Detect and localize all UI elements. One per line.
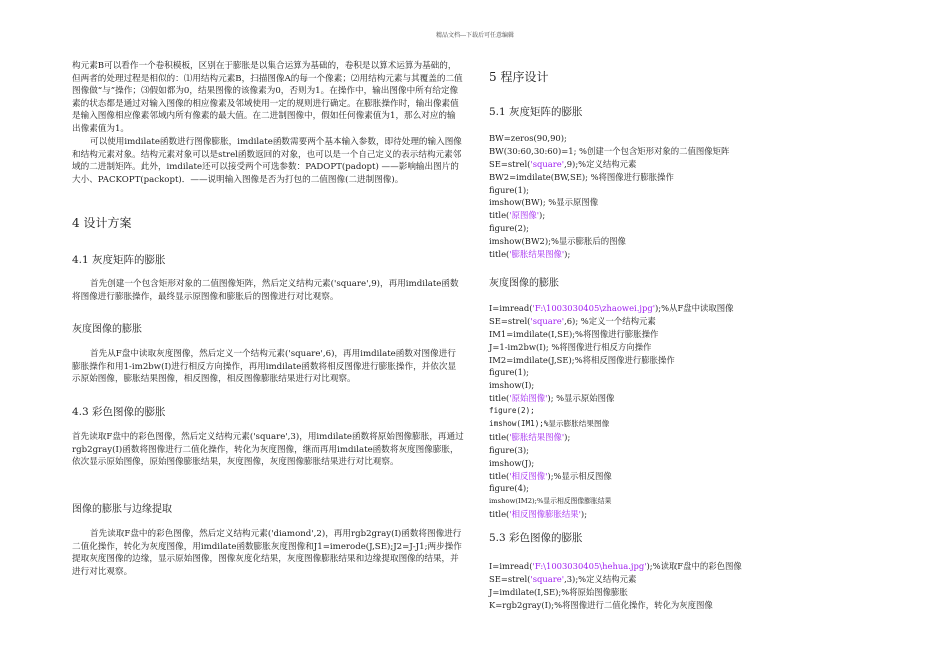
code-string-literal: '原图像' [509,210,540,221]
code-line [489,235,729,248]
section-5-1-heading: 5.1 灰度矩阵的膨胀 [489,106,583,118]
code-text: BW=zeros(90,90); [489,133,567,143]
code-line [489,599,742,612]
code-text: IM1=imdilate(I,SE);%将图像进行膨胀操作 [489,328,659,339]
code-text: ); [539,210,546,221]
section-5-3-heading: 5.3 彩色图像的膨胀 [489,532,583,544]
code-line [489,302,734,315]
gray-dilation-paragraph: 首先从F盘中读取灰度图像，然后定义一个结构元素('square',6)，再用imdilate函数对图像进行膨胀操作和用1-im2bw(I)进行相反方向操作，再用imdilate函数将相反图像进行膨胀操作，并依次显示原始图像，膨胀结果图像，相反图像，相反图像膨胀结果进行对比观察。 [72,349,457,385]
code-string-literal: '相反图像' [509,470,548,481]
code-line [489,158,729,171]
code-string-literal: 'square' [530,158,565,169]
code-text: ); [564,431,571,442]
code-text: title( [489,470,510,481]
intro-paragraph: 构元素B可以看作一个卷积模板，区别在于膨胀是以集合运算为基础的，卷积是以算术运算为基础的，但两者的处理过程是相似的：⑴用结构元素B，扫描图像A的每一个像素；⑵用结构元素与其覆盖的二值图像做“与”操作；⑶假如都为0，结果图像的该像素为0，否则为1。在操作中，输出图像中所有给定像素的状态都是通过对输入图像的相应像素及邻域使用一定的规则进行确定。在膨胀操作时，输出像素值是输入图像相应像素邻域内所有像素的最大值。在二进制图像中，假如任何像素值为1，那么对应的输出像素值为1。 [72,61,463,134]
code-line [489,444,734,457]
code-text: title( [489,393,510,404]
code-text: I=imread( [489,303,533,313]
code-text: ); %显示原始图像 [547,393,615,404]
code-text: title( [489,210,510,221]
code-text: SE=strel( [489,315,531,326]
code-text: imshow(J); [489,457,535,468]
code-text: I=imread( [489,561,533,571]
code-line [489,328,734,341]
code-line [489,341,734,354]
code-line [489,457,734,470]
code-string-literal: 'square' [530,573,565,584]
code-string-literal: '膨胀结果图像' [509,431,565,442]
code-text: imshow(BW2);%显示膨胀后的图像 [489,236,626,247]
code-line [489,495,734,508]
code-text: imshow(IM2);%显示相反图像膨胀结果 [489,497,612,506]
code-string-literal: 'F:\1003030405\hehua.jpg' [532,561,647,571]
edge-extraction-heading: 图像的膨胀与边缘提取 [72,504,172,515]
code-text: figure(2); [489,223,529,234]
gray-dilation-heading: 灰度图像的膨胀 [72,324,142,335]
code-line [489,171,729,184]
code-line [489,196,729,209]
code-line [489,315,734,328]
page-header-note: 精品文档---下载后可任意编辑 [435,32,515,39]
code-text: figure(4); [489,483,529,494]
code-text: imshow(I); [489,380,535,391]
edge-extraction-paragraph: 首先读取F盘中的彩色图像，然后定义结构元素('diamond',2)，再用rgb2gray(I)函数将图像进行二值化操作，转化为灰度图像，用imdilate函数膨胀灰度图像和J1=imerode(J,SE);J2=J-J1;两步操作提取灰度图像的边缘，显示原始图像，图像灰度化结果，灰度图像膨胀结果和边缘提取图像的结果，并进行对比观察。 [72,529,462,577]
code-text: SE=strel( [489,573,531,584]
code-block-5-1 [489,132,729,261]
section-4-3-paragraph: 首先读取F盘中的彩色图像，然后定义结构元素('square',3)，用imdilate函数将原始图像膨胀，再通过rgb2gray(I)函数将图像进行二值化操作，转化为灰度图像，继而再用imdilate函数将灰度图像膨胀，依次显示原始图像，原始图像膨胀结果，灰度图像，灰度图像膨胀结果进行对比观察。 [72,432,464,468]
code-line [489,482,734,495]
code-text: BW2=imdilate(BW,SE); %将图像进行膨胀操作 [489,171,674,182]
code-line [489,209,729,222]
code-line [489,470,734,483]
imdilate-paragraph: 可以使用imdilate函数进行图像膨胀，imdilate函数需要两个基本输入参数，即待处理的输入图像和结构元素对象。结构元素对象可以是strel函数返回的对象，也可以是一个自己定义的表示结构元素邻域的二进制矩阵。此外，imdilate还可以接受两个可选参数：PADOPT(padopt) ——影响输出图片的大小、PACKOPT(packopt)．——说明输入图像是否为打包的二值图像(二进制图像)。 [72,137,462,185]
code-text: figure(3); [489,444,529,455]
code-text: SE=strel( [489,158,531,169]
code-line [489,392,734,405]
code-line [489,560,742,573]
code-text: title( [489,509,510,520]
section-4-3-heading: 4.3 彩色图像的膨胀 [72,406,166,418]
code-string-literal: '相反图像膨胀结果' [509,509,581,520]
code-text: title( [489,431,510,442]
code-text: );%显示相反图像 [547,470,612,481]
section-4-1-heading: 4.1 灰度矩阵的膨胀 [72,254,166,266]
code-text: J=imdilate(I,SE);%将原始图像膨胀 [489,586,628,597]
code-line [489,405,734,418]
code-line [489,222,729,235]
code-line [489,418,734,431]
code-line [489,354,734,367]
code-text: ,9);%定义结构元素 [564,158,637,169]
code-line [489,184,729,197]
code-text: ); [580,509,588,520]
code-string-literal: 'F:\1003030405\zhaowei.jpg' [532,303,656,313]
code-line [489,366,734,379]
code-text: );%从F盘中读取图像 [655,303,734,313]
code-text: imshow(IM1);%显示膨胀结果图像 [489,419,610,429]
code-text: figure(1); [489,367,529,378]
code-text: ,6); %定义一个结构元素 [564,315,656,326]
code-line [489,248,729,261]
code-text: ,3);%定义结构元素 [564,573,637,584]
section-4-1-paragraph: 首先创建一个包含矩形对象的二值图像矩阵，然后定义结构元素('square',9)，再用imdilate函数将图像进行膨胀操作，最终显示原图像和膨胀后的图像进行对比观察。 [72,279,459,302]
code-string-literal: '原始图像' [509,393,548,404]
section-4-heading: 4 设计方案 [72,216,132,230]
code-line [489,431,734,444]
code-text: title( [489,249,510,260]
code-text: figure(1); [489,184,529,195]
code-string-literal: 'square' [530,315,565,326]
code-text: J=1-im2bw(I); %将图像进行相反方向操作 [489,341,652,352]
code-line [489,132,729,145]
code-block-5-3 [489,560,742,612]
code-text: ); [564,249,571,260]
code-line [489,379,734,392]
code-text: BW(30:60,30:60)=1; %创建一个包含矩形对象的二值图像矩阵 [489,145,730,156]
code-text: figure(2); [489,406,535,416]
gray-dilation-code-heading: 灰度图像的膨胀 [489,278,559,289]
section-5-heading: 5 程序设计 [489,70,549,84]
code-text: IM2=imdilate(J,SE);%将相反图像进行膨胀操作 [489,354,675,365]
code-text: );%读取F盘中的彩色图像 [646,561,742,571]
code-line [489,573,742,586]
code-string-literal: '膨胀结果图像' [509,249,565,260]
code-text: K=rgb2gray(I);%将图像进行二值化操作，转化为灰度图像 [489,599,713,610]
code-line [489,508,734,521]
code-block-gray [489,302,734,521]
code-text: imshow(BW); %显示原图像 [489,197,599,208]
code-line [489,145,729,158]
code-line [489,586,742,599]
